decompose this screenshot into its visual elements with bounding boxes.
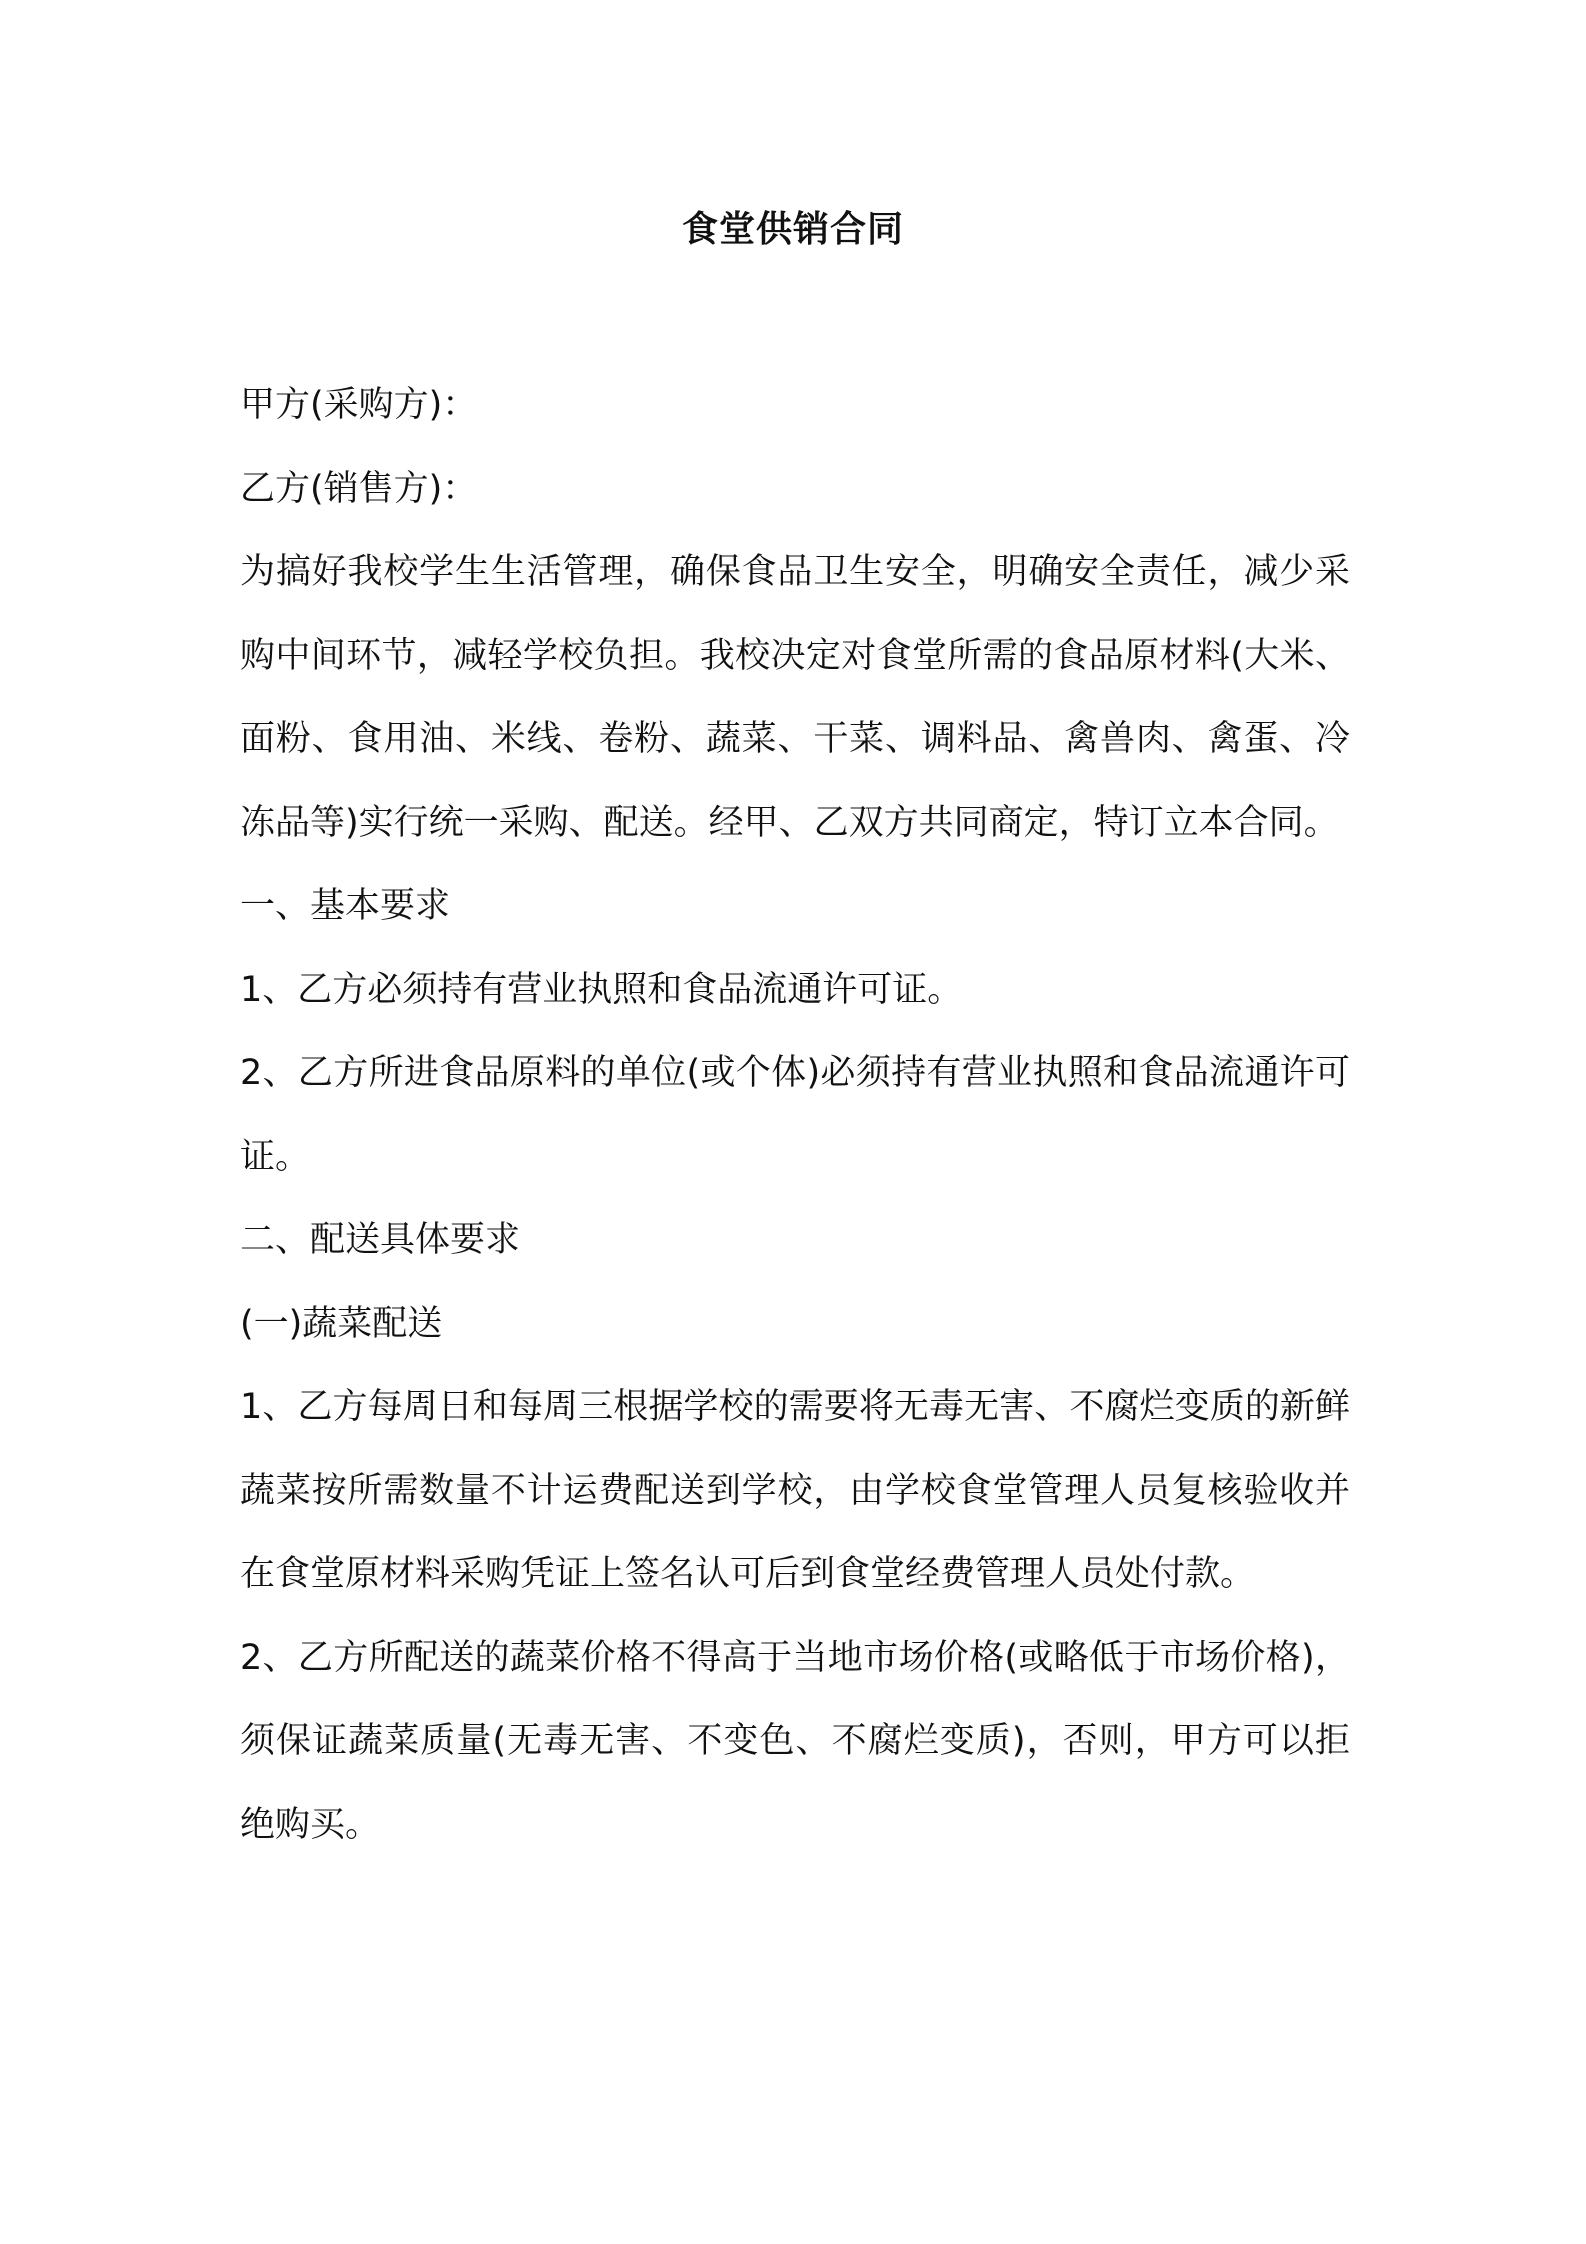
document-title: 食堂供销合同 — [681, 209, 904, 250]
clause-1-1: 1、乙方必须持有营业执照和食品流通许可证。 — [240, 969, 963, 1010]
section-heading-basic-requirements: 一、基本要求 — [240, 886, 451, 926]
document-body — [240, 364, 1350, 1867]
section-heading-delivery-requirements: 二、配送具体要求 — [240, 1220, 521, 1260]
preamble-paragraph: 为搞好我校学生生活管理，确保食品卫生安全，明确安全责任，减少采购中间环节，减轻学校负担。我校决定对食堂所需的食品原材料(大米、面粉、食用油、米线、卷粉、蔬菜、干菜、调料品、禽兽肉、禽蛋、冷冻品等)实行统一采购、配送。经甲、乙双方共同商定，特订立本合同。 — [240, 552, 1350, 843]
clause-2-1: 1、乙方每周日和每周三根据学校的需要将无毒无害、不腐烂变质的新鲜蔬菜按所需数量不计运费配送到学校，由学校食堂管理人员复核验收并在食堂原材料采购凭证上签名认可后到食堂经费管理人员处付款。 — [240, 1387, 1350, 1594]
clause-2-2: 2、乙方所配送的蔬菜价格不得高于当地市场价格(或略低于市场价格)，须保证蔬菜质量(无毒无害、不变色、不腐烂变质)，否则，甲方可以拒绝购买。 — [240, 1637, 1350, 1845]
party-a-line: 甲方(采购方)： — [240, 385, 478, 425]
subsection-heading-vegetable-delivery: (一)蔬菜配送 — [240, 1303, 443, 1344]
clause-1-2: 2、乙方所进食品原料的单位(或个体)必须持有营业执照和食品流通许可证。 — [240, 1053, 1350, 1177]
party-b-line: 乙方(销售方)： — [240, 468, 478, 509]
